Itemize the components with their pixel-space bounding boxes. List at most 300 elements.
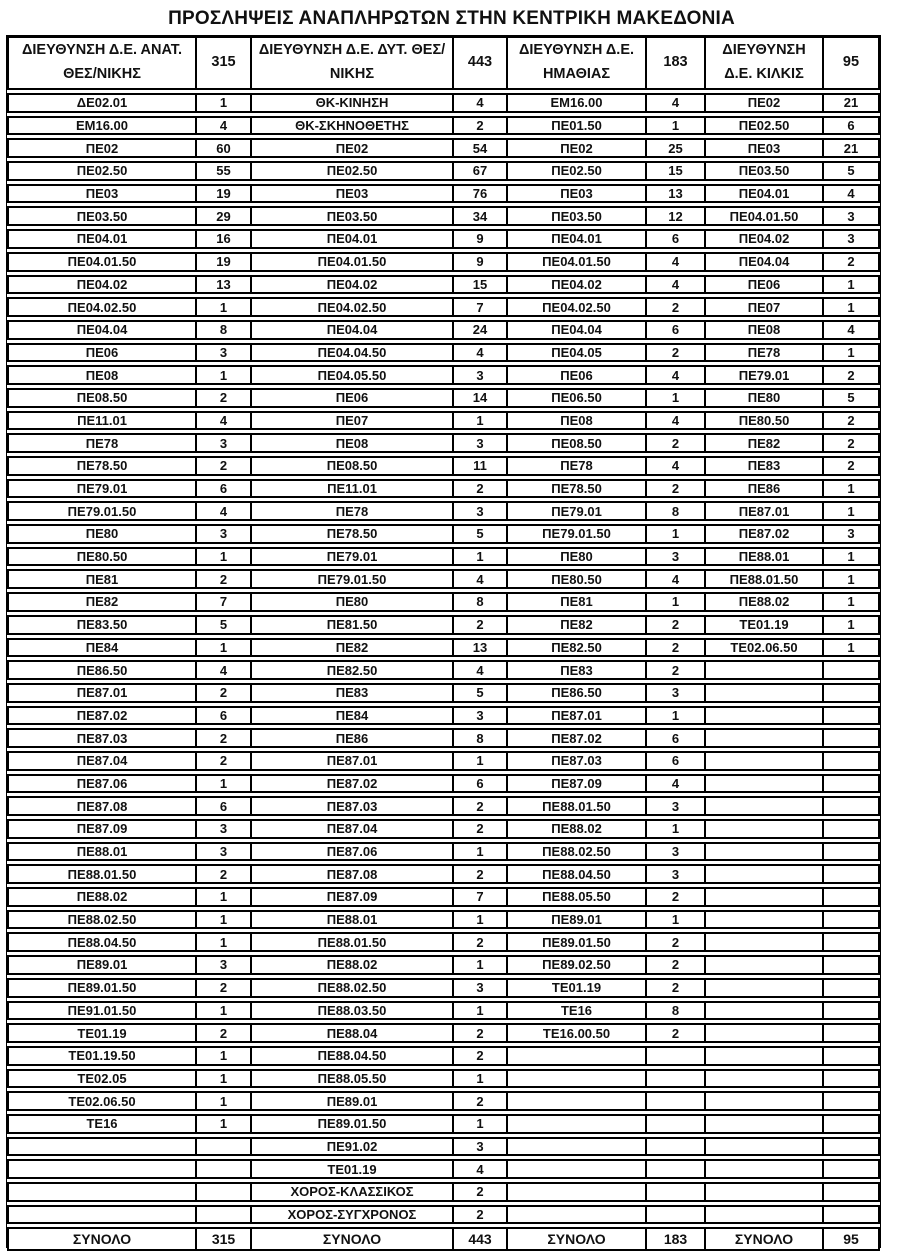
count-cell: 1	[822, 638, 880, 658]
specialty-cell: ΠΕ83	[250, 683, 452, 703]
specialty-cell: ΧΟΡΟΣ-ΣΥΓΧΡΟΝΟΣ	[250, 1205, 452, 1225]
count-cell	[195, 1159, 250, 1179]
count-cell: 4	[195, 501, 250, 521]
specialty-cell: ΠΕ04.01.50	[250, 252, 452, 272]
count-cell: 1	[452, 1069, 506, 1089]
specialty-cell: ΠΕ02.50	[250, 161, 452, 181]
count-cell: 2	[645, 660, 704, 680]
count-cell: 1	[822, 343, 880, 363]
specialty-cell: ΠΕ88.01.50	[704, 569, 822, 589]
count-cell: 2	[195, 456, 250, 476]
specialty-cell: ΠΕ89.01.50	[506, 932, 645, 952]
count-cell: 5	[452, 683, 506, 703]
count-cell: 2	[645, 479, 704, 499]
specialty-cell: ΠΕ02	[506, 138, 645, 158]
count-cell: 4	[822, 184, 880, 204]
specialty-cell: ΠΕ79.01	[506, 501, 645, 521]
specialty-cell: ΠΕ79.01.50	[7, 501, 195, 521]
count-cell	[195, 1182, 250, 1202]
total-value-cell: 443	[452, 1227, 506, 1251]
count-cell: 2	[195, 751, 250, 771]
count-cell: 2	[645, 887, 704, 907]
count-cell	[822, 774, 880, 794]
specialty-cell: ΠΕ87.04	[7, 751, 195, 771]
count-cell: 4	[645, 365, 704, 385]
count-cell	[822, 683, 880, 703]
count-cell: 2	[195, 569, 250, 589]
specialty-cell: ΕΜ16.00	[506, 93, 645, 113]
specialty-cell	[506, 1205, 645, 1225]
specialty-cell	[704, 978, 822, 998]
specialty-cell: ΠΕ08.50	[250, 456, 452, 476]
count-cell: 2	[195, 864, 250, 884]
count-cell: 4	[195, 660, 250, 680]
count-cell	[645, 1159, 704, 1179]
specialty-cell: ΠΕ86.50	[506, 683, 645, 703]
count-cell: 2	[452, 796, 506, 816]
specialty-cell: ΠΕ91.02	[250, 1137, 452, 1157]
count-cell	[822, 819, 880, 839]
count-cell: 2	[452, 615, 506, 635]
specialty-cell: ΧΟΡΟΣ-ΚΛΑΣΣΙΚΟΣ	[250, 1182, 452, 1202]
count-cell: 1	[452, 751, 506, 771]
count-cell: 3	[452, 1137, 506, 1157]
specialty-cell: ΠΕ80	[250, 592, 452, 612]
count-cell: 1	[195, 1091, 250, 1111]
count-cell	[822, 751, 880, 771]
specialty-cell: ΠΕ06	[7, 343, 195, 363]
specialty-cell	[704, 1205, 822, 1225]
count-cell: 1	[645, 388, 704, 408]
specialty-cell: ΠΕ06	[704, 275, 822, 295]
specialty-cell: ΠΕ89.01.50	[7, 978, 195, 998]
count-cell: 2	[452, 116, 506, 136]
specialty-cell: ΤΕ02.06.50	[7, 1091, 195, 1111]
count-cell: 1	[195, 297, 250, 317]
count-cell	[822, 1091, 880, 1111]
specialty-cell: ΠΕ01.50	[506, 116, 645, 136]
specialty-cell: ΠΕ80	[704, 388, 822, 408]
total-label-cell: ΣΥΝΟΛΟ	[704, 1227, 822, 1251]
specialty-cell: ΠΕ88.01	[250, 910, 452, 930]
count-cell: 1	[195, 1001, 250, 1021]
specialty-cell	[506, 1046, 645, 1066]
count-cell	[822, 887, 880, 907]
specialty-cell: ΘΚ-ΣΚΗΝΟΘΕΤΗΣ	[250, 116, 452, 136]
total-value-cell: 95	[822, 1227, 880, 1251]
specialty-cell: ΠΕ87.01	[506, 706, 645, 726]
count-cell	[195, 1137, 250, 1157]
specialty-cell	[704, 796, 822, 816]
total-value-cell: 183	[645, 1227, 704, 1251]
count-cell: 2	[452, 1182, 506, 1202]
specialty-cell: ΠΕ87.03	[250, 796, 452, 816]
count-cell: 1	[452, 955, 506, 975]
count-cell	[822, 1159, 880, 1179]
specialty-cell: ΠΕ89.01	[7, 955, 195, 975]
specialty-cell: ΠΕ80.50	[7, 547, 195, 567]
count-cell: 1	[822, 501, 880, 521]
specialty-cell: ΠΕ88.05.50	[250, 1069, 452, 1089]
specialty-cell: ΠΕ02	[250, 138, 452, 158]
specialty-cell: ΠΕ86	[250, 728, 452, 748]
specialty-cell: ΠΕ82	[7, 592, 195, 612]
specialty-cell: ΤΕ16	[7, 1114, 195, 1134]
specialty-cell: ΠΕ04.04	[7, 320, 195, 340]
count-cell: 2	[452, 1205, 506, 1225]
specialty-cell: ΠΕ07	[250, 411, 452, 431]
count-cell: 2	[645, 297, 704, 317]
specialty-cell: ΠΕ88.02.50	[250, 978, 452, 998]
count-cell	[822, 864, 880, 884]
specialty-cell: ΠΕ04.02	[7, 275, 195, 295]
specialty-cell: ΠΕ87.04	[250, 819, 452, 839]
group-header-cell: ΔΙΕΥΘΥΝΣΗ Δ.Ε. ΗΜΑΘΙΑΣ	[506, 36, 645, 90]
count-cell: 4	[452, 93, 506, 113]
count-cell: 3	[452, 706, 506, 726]
specialty-cell: ΠΕ04.02	[250, 275, 452, 295]
specialty-cell: ΤΕ01.19.50	[7, 1046, 195, 1066]
count-cell: 1	[195, 93, 250, 113]
count-cell: 2	[452, 1091, 506, 1111]
specialty-cell: ΠΕ04.01.50	[506, 252, 645, 272]
count-cell: 55	[195, 161, 250, 181]
specialty-cell: ΠΕ78	[704, 343, 822, 363]
specialty-cell: ΠΕ87.09	[250, 887, 452, 907]
specialty-cell	[704, 1137, 822, 1157]
group-total-header-cell: 95	[822, 36, 880, 90]
specialty-cell: ΤΕ01.19	[704, 615, 822, 635]
count-cell: 13	[645, 184, 704, 204]
specialty-cell: ΠΕ88.04.50	[506, 864, 645, 884]
count-cell: 3	[195, 524, 250, 544]
count-cell: 8	[452, 728, 506, 748]
count-cell: 1	[645, 819, 704, 839]
count-cell: 3	[195, 955, 250, 975]
count-cell: 4	[645, 93, 704, 113]
specialty-cell: ΠΕ02	[704, 93, 822, 113]
count-cell: 3	[645, 796, 704, 816]
count-cell: 6	[452, 774, 506, 794]
count-cell	[645, 1114, 704, 1134]
specialty-cell: ΠΕ79.01	[250, 547, 452, 567]
count-cell: 1	[195, 774, 250, 794]
count-cell: 2	[195, 1023, 250, 1043]
specialty-cell	[704, 1091, 822, 1111]
count-cell	[822, 660, 880, 680]
count-cell: 19	[195, 252, 250, 272]
count-cell: 8	[645, 501, 704, 521]
specialty-cell	[506, 1182, 645, 1202]
specialty-cell: ΠΕ08	[506, 411, 645, 431]
count-cell: 1	[195, 932, 250, 952]
count-cell	[822, 1069, 880, 1089]
count-cell: 1	[195, 1114, 250, 1134]
count-cell: 4	[452, 569, 506, 589]
count-cell: 1	[452, 411, 506, 431]
specialty-cell	[704, 910, 822, 930]
specialty-cell: ΠΕ88.02	[7, 887, 195, 907]
specialty-cell: ΠΕ87.02	[250, 774, 452, 794]
count-cell: 2	[195, 978, 250, 998]
specialty-cell	[704, 1114, 822, 1134]
specialty-cell	[704, 819, 822, 839]
count-cell: 5	[195, 615, 250, 635]
count-cell	[645, 1182, 704, 1202]
specialty-cell: ΠΕ87.02	[704, 524, 822, 544]
specialty-cell	[704, 1182, 822, 1202]
count-cell: 3	[452, 365, 506, 385]
count-cell: 4	[452, 660, 506, 680]
count-cell: 76	[452, 184, 506, 204]
count-cell: 2	[452, 819, 506, 839]
count-cell: 2	[195, 728, 250, 748]
count-cell: 3	[195, 819, 250, 839]
count-cell: 1	[822, 275, 880, 295]
count-cell: 3	[645, 842, 704, 862]
specialty-cell: ΠΕ80	[506, 547, 645, 567]
count-cell: 3	[452, 433, 506, 453]
count-cell: 67	[452, 161, 506, 181]
count-cell: 3	[645, 547, 704, 567]
count-cell: 9	[452, 229, 506, 249]
specialty-cell: ΠΕ04.01.50	[7, 252, 195, 272]
count-cell: 3	[822, 524, 880, 544]
specialty-cell: ΠΕ04.01	[250, 229, 452, 249]
count-cell: 5	[822, 388, 880, 408]
total-label-cell: ΣΥΝΟΛΟ	[506, 1227, 645, 1251]
count-cell: 1	[195, 1046, 250, 1066]
count-cell: 1	[822, 297, 880, 317]
count-cell	[822, 1001, 880, 1021]
count-cell: 1	[645, 116, 704, 136]
specialty-cell: ΠΕ82	[506, 615, 645, 635]
specialty-cell: ΠΕ04.04	[506, 320, 645, 340]
specialty-cell: ΕΜ16.00	[7, 116, 195, 136]
specialty-cell: ΠΕ08	[250, 433, 452, 453]
count-cell: 7	[452, 887, 506, 907]
count-cell: 1	[195, 365, 250, 385]
count-cell: 6	[822, 116, 880, 136]
count-cell: 4	[452, 1159, 506, 1179]
count-cell: 11	[452, 456, 506, 476]
specialty-cell: ΠΕ07	[704, 297, 822, 317]
count-cell: 6	[645, 728, 704, 748]
count-cell: 3	[822, 229, 880, 249]
specialty-cell: ΠΕ86	[704, 479, 822, 499]
specialty-cell: ΠΕ87.09	[7, 819, 195, 839]
count-cell: 8	[452, 592, 506, 612]
specialty-cell: ΤΕ01.19	[506, 978, 645, 998]
specialty-cell	[704, 683, 822, 703]
count-cell: 2	[452, 1023, 506, 1043]
count-cell: 2	[452, 932, 506, 952]
specialty-cell: ΠΕ02	[7, 138, 195, 158]
count-cell: 6	[645, 229, 704, 249]
count-cell: 2	[645, 433, 704, 453]
specialty-cell: ΠΕ04.02	[704, 229, 822, 249]
count-cell	[822, 1046, 880, 1066]
count-cell: 2	[452, 479, 506, 499]
specialty-cell	[7, 1182, 195, 1202]
specialty-cell: ΠΕ87.03	[506, 751, 645, 771]
count-cell: 14	[452, 388, 506, 408]
specialty-cell	[704, 887, 822, 907]
specialty-cell: ΠΕ88.01.50	[506, 796, 645, 816]
count-cell: 8	[195, 320, 250, 340]
specialty-cell: ΠΕ88.02	[506, 819, 645, 839]
specialty-cell: ΠΕ88.04.50	[7, 932, 195, 952]
specialty-cell: ΠΕ88.05.50	[506, 887, 645, 907]
specialty-cell: ΠΕ91.01.50	[7, 1001, 195, 1021]
count-cell: 6	[645, 320, 704, 340]
count-cell: 1	[822, 615, 880, 635]
specialty-cell: ΠΕ87.01	[704, 501, 822, 521]
count-cell: 1	[452, 842, 506, 862]
specialty-cell: ΠΕ03	[7, 184, 195, 204]
specialty-cell: ΠΕ04.05.50	[250, 365, 452, 385]
specialty-cell	[704, 1001, 822, 1021]
specialty-cell: ΠΕ03.50	[704, 161, 822, 181]
count-cell: 6	[195, 796, 250, 816]
count-cell: 9	[452, 252, 506, 272]
specialty-cell: ΠΕ04.01	[7, 229, 195, 249]
count-cell: 1	[452, 547, 506, 567]
specialty-cell: ΠΕ88.02.50	[7, 910, 195, 930]
specialty-cell: ΠΕ82.50	[250, 660, 452, 680]
count-cell: 13	[452, 638, 506, 658]
count-cell: 6	[195, 479, 250, 499]
table-grid	[7, 36, 880, 1247]
count-cell: 2	[452, 1046, 506, 1066]
specialty-cell: ΠΕ88.04	[250, 1023, 452, 1043]
specialty-cell	[506, 1137, 645, 1157]
count-cell: 1	[195, 638, 250, 658]
specialty-cell: ΠΕ79.01	[7, 479, 195, 499]
specialty-cell: ΠΕ11.01	[250, 479, 452, 499]
count-cell	[822, 728, 880, 748]
count-cell: 29	[195, 206, 250, 226]
specialty-cell: ΠΕ08	[704, 320, 822, 340]
specialty-cell: ΠΕ87.03	[7, 728, 195, 748]
count-cell: 4	[822, 320, 880, 340]
hirings-table	[6, 35, 881, 1248]
count-cell: 7	[195, 592, 250, 612]
specialty-cell: ΤΕ16	[506, 1001, 645, 1021]
specialty-cell: ΤΕ01.19	[7, 1023, 195, 1043]
specialty-cell: ΠΕ81	[7, 569, 195, 589]
specialty-cell: ΠΕ87.01	[250, 751, 452, 771]
specialty-cell: ΠΕ80.50	[506, 569, 645, 589]
count-cell: 3	[452, 978, 506, 998]
count-cell: 6	[645, 751, 704, 771]
specialty-cell	[506, 1091, 645, 1111]
specialty-cell: ΠΕ03.50	[7, 206, 195, 226]
count-cell	[822, 706, 880, 726]
count-cell: 15	[645, 161, 704, 181]
count-cell: 8	[645, 1001, 704, 1021]
specialty-cell: ΤΕ02.06.50	[704, 638, 822, 658]
specialty-cell: ΠΕ82.50	[506, 638, 645, 658]
specialty-cell: ΠΕ88.04.50	[250, 1046, 452, 1066]
specialty-cell: ΠΕ87.08	[250, 864, 452, 884]
specialty-cell: ΠΕ86.50	[7, 660, 195, 680]
specialty-cell	[704, 1159, 822, 1179]
specialty-cell: ΠΕ06.50	[506, 388, 645, 408]
count-cell: 2	[822, 411, 880, 431]
count-cell: 4	[195, 411, 250, 431]
group-total-header-cell: 315	[195, 36, 250, 90]
specialty-cell: ΤΕ01.19	[250, 1159, 452, 1179]
specialty-cell: ΠΕ78	[506, 456, 645, 476]
count-cell: 3	[822, 206, 880, 226]
count-cell	[645, 1205, 704, 1225]
count-cell: 1	[195, 1069, 250, 1089]
specialty-cell: ΠΕ78.50	[7, 456, 195, 476]
specialty-cell	[704, 842, 822, 862]
count-cell: 16	[195, 229, 250, 249]
specialty-cell: ΠΕ82	[250, 638, 452, 658]
count-cell: 2	[645, 615, 704, 635]
count-cell: 1	[822, 547, 880, 567]
specialty-cell: ΠΕ03.50	[250, 206, 452, 226]
count-cell: 2	[645, 955, 704, 975]
specialty-cell	[704, 955, 822, 975]
count-cell	[822, 1137, 880, 1157]
specialty-cell: ΠΕ89.02.50	[506, 955, 645, 975]
count-cell: 7	[452, 297, 506, 317]
count-cell: 13	[195, 275, 250, 295]
count-cell: 2	[822, 365, 880, 385]
specialty-cell: ΠΕ11.01	[7, 411, 195, 431]
count-cell: 1	[822, 592, 880, 612]
count-cell: 2	[645, 638, 704, 658]
count-cell: 2	[452, 864, 506, 884]
count-cell: 2	[645, 978, 704, 998]
specialty-cell: ΠΕ84	[250, 706, 452, 726]
specialty-cell: ΠΕ88.02	[250, 955, 452, 975]
count-cell: 24	[452, 320, 506, 340]
specialty-cell: ΠΕ81.50	[250, 615, 452, 635]
count-cell	[822, 1023, 880, 1043]
group-header-cell: ΔΙΕΥΘΥΝΣΗ Δ.Ε. ΑΝΑΤ. ΘΕΣ/ΝΙΚΗΣ	[7, 36, 195, 90]
specialty-cell: ΤΕ02.05	[7, 1069, 195, 1089]
specialty-cell: ΠΕ78.50	[506, 479, 645, 499]
group-header-cell: ΔΙΕΥΘΥΝΣΗ Δ.Ε. ΔΥΤ. ΘΕΣ/ΝΙΚΗΣ	[250, 36, 452, 90]
specialty-cell: ΠΕ78	[7, 433, 195, 453]
count-cell: 4	[195, 116, 250, 136]
count-cell: 2	[195, 683, 250, 703]
count-cell	[822, 955, 880, 975]
count-cell	[822, 842, 880, 862]
specialty-cell: ΠΕ02.50	[506, 161, 645, 181]
group-total-header-cell: 183	[645, 36, 704, 90]
specialty-cell: ΠΕ08.50	[7, 388, 195, 408]
count-cell	[645, 1137, 704, 1157]
specialty-cell: ΠΕ80	[7, 524, 195, 544]
specialty-cell: ΠΕ78	[250, 501, 452, 521]
count-cell: 12	[645, 206, 704, 226]
specialty-cell: ΠΕ84	[7, 638, 195, 658]
specialty-cell	[704, 660, 822, 680]
specialty-cell: ΠΕ87.08	[7, 796, 195, 816]
count-cell: 1	[195, 910, 250, 930]
specialty-cell: ΠΕ83.50	[7, 615, 195, 635]
specialty-cell	[7, 1159, 195, 1179]
count-cell: 2	[822, 456, 880, 476]
specialty-cell: ΠΕ88.01.50	[7, 864, 195, 884]
count-cell	[822, 978, 880, 998]
